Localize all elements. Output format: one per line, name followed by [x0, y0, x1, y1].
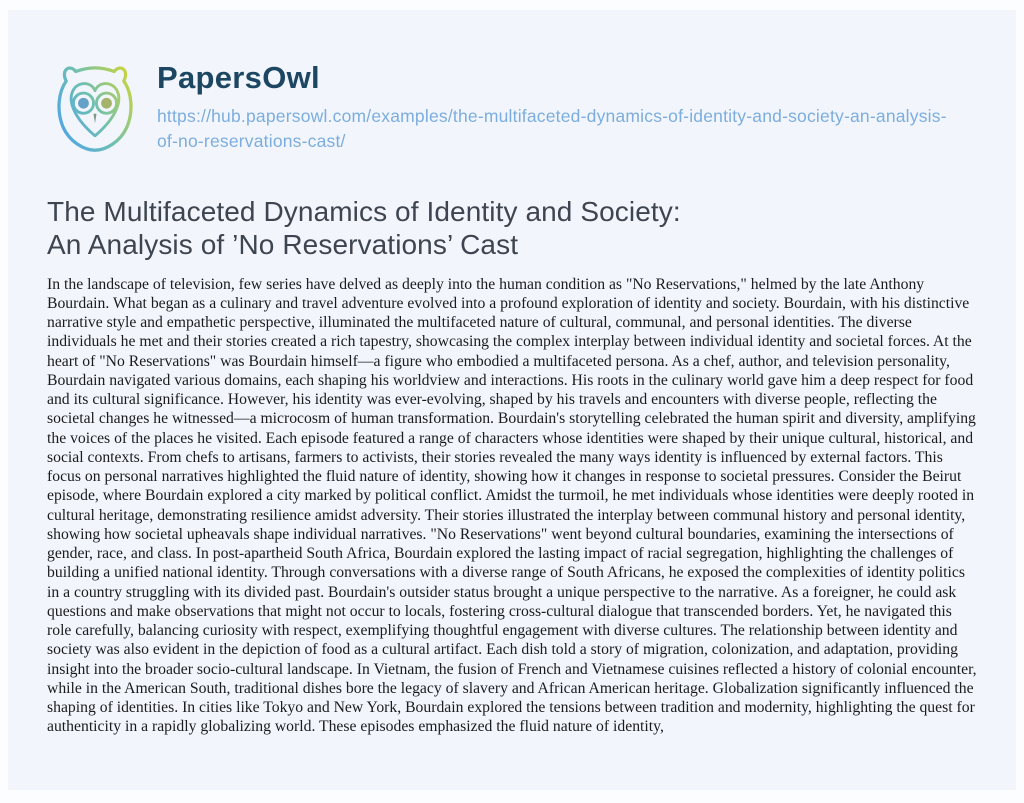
article-title-line2: An Analysis of ’No Reservations’ Cast: [47, 229, 519, 261]
article-title: [47, 195, 979, 262]
article-title-line1: The Multifaceted Dynamics of Identity and Society:: [47, 195, 681, 227]
brand-name: PapersOwl: [157, 60, 320, 95]
article-body-text: In the landscape of television, few series have delved as deeply into the human condition as "No Reservations," helmed by the late Anthony Bourdain. What began as a culinary and travel adventure evolved into a profound exploration of identity and society. Bourdain, with his distinctive narrative style and empathetic perspective, illuminated the multifaceted nature of cultural, communal, and personal identities. The diverse individuals he met and their stories created a rich tapestry, showcasing the complex interplay between individual identity and societal forces. At the heart of "No Reservations" was Bourdain himself—a figure who embodied a multifaceted persona. As a chef, author, and television personality, Bourdain navigated various domains, each shaping his worldview and interactions. His roots in the culinary world gave him a deep respect for food and its cultural significance. However, his identity was ever-evolving, shaped by his travels and encounters with diverse people, reflecting the societal changes he witnessed—a microcosm of human transformation. Bourdain's storytelling celebrated the human spirit and diversity, amplifying the voices of the places he visited. Each episode featured a range of characters whose identities were shaped by their unique cultural, historical, and social contexts. From chefs to artisans, farmers to activists, their stories revealed the many ways identity is influenced by external factors. This focus on personal narratives highlighted the fluid nature of identity, showing how it changes in response to societal pressures. Consider the Beirut episode, where Bourdain explored a city marked by political conflict. Amidst the turmoil, he met individuals whose identities were deeply rooted in cultural heritage, demonstrating resilience amidst adversity. Their stories illustrated the interplay between communal history and personal identity, showing how societal upheavals shape individual narratives. "No Reservations" went beyond cultural boundaries, examining the intersections of gender, race, and class. In post-apartheid South Africa, Bourdain explored the lasting impact of racial segregation, highlighting the challenges of building a unified national identity. Through conversations with a diverse range of South Africans, he exposed the complexities of identity politics in a country struggling with its divided past. Bourdain's outsider status brought a unique perspective to the narrative. As a foreigner, he could ask questions and make observations that might not occur to locals, fostering cross-cultural dialogue that transcended borders. Yet, he navigated this role carefully, balancing curiosity with respect, exemplifying thoughtful engagement with diverse cultures. The relationship between identity and society was also evident in the depiction of food as a cultural artifact. Each dish told a story of migration, colonization, and adaptation, providing insight into the broader socio-cultural landscape. In Vietnam, the fusion of French and Vietnamese cuisines reflected a history of colonial encounter, while in the American South, traditional dishes bore the legacy of slavery and African American heritage. Globalization significantly influenced the shaping of identities. In cities like Tokyo and New York, Bourdain explored the tensions between tradition and modernity, highlighting the quest for authenticity in a rapidly globalizing world. These episodes emphasized the fluid nature of identity,: [47, 275, 977, 736]
site-header: [47, 58, 949, 158]
papersowl-logo-link[interactable]: [47, 58, 143, 158]
owl-logo-icon: [47, 58, 143, 158]
header-text: [157, 58, 949, 154]
page-url-link[interactable]: https://hub.papersowl.com/examples/the-multifaceted-dynamics-of-identity-and-society-an-analysis-of-no-reservations-cast/: [157, 106, 947, 152]
